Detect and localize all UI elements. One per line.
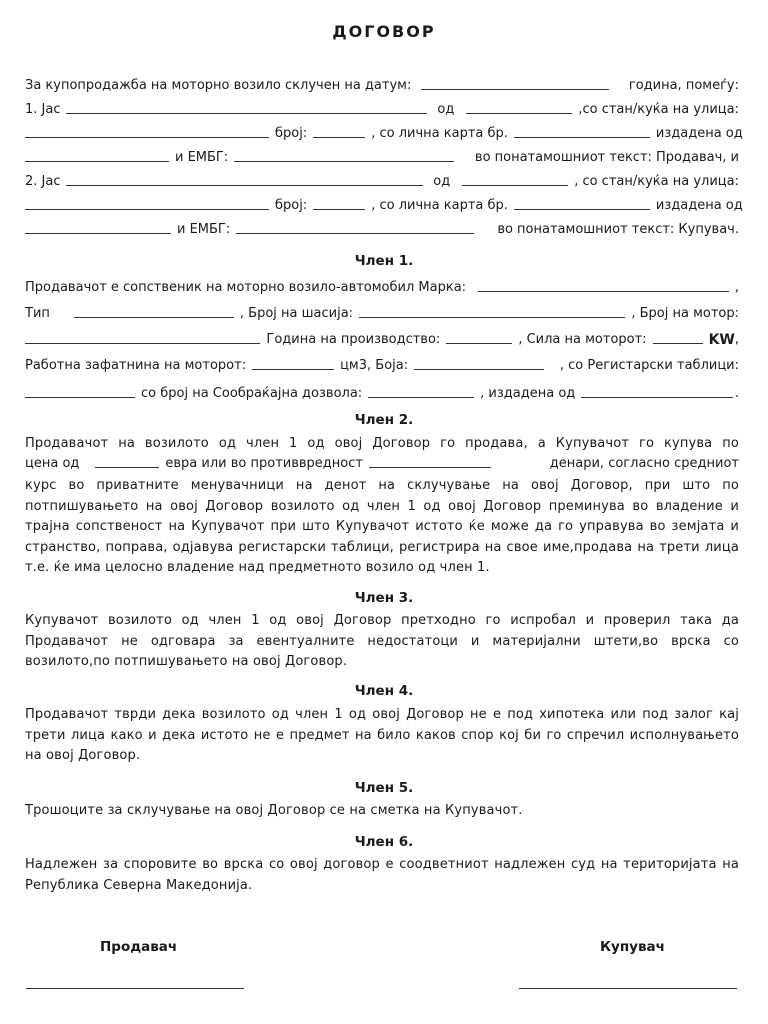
plates-label: , со Регистарски таблици: — [559, 358, 739, 373]
art1-line-2 — [25, 302, 739, 322]
art1-comma-2: , — [734, 332, 739, 347]
intro-date-line — [25, 74, 739, 94]
art1-line-4 — [25, 354, 739, 374]
article-4-heading: Член 4. — [354, 683, 414, 699]
kw-unit: KW — [708, 332, 735, 348]
seller-street-blank[interactable] — [25, 137, 269, 138]
article-5-heading: Член 5. — [354, 780, 414, 796]
seller-embg-label: и ЕМБГ: — [175, 150, 229, 165]
production-year-label: Година на производство: — [266, 332, 441, 347]
buyer-id-blank[interactable] — [514, 209, 650, 210]
buyer-street-blank[interactable] — [25, 209, 269, 210]
traffic-permit-label: со број на Сообраќајна дозвола: — [141, 386, 363, 401]
color-label: цм3, Боја: — [340, 358, 409, 373]
buyer-i-label: 2. Јас — [25, 174, 61, 189]
art2-body: курс во приватните менувачници на денот на склучување на овој Договор, при што по потпишувањето на овој Договор возилото од член 1 од овој Договор преминува во владение и трајна сопственост на Купувачот при што Купувачот истото ќе може да го управува во земјата и странство, поправа, одјавува регистарски таблици, регистрира на свое име,продава на трети лица т.е. ќе има целосно владение над предметното возило од член 1. — [25, 478, 739, 576]
price-eur-blank[interactable] — [95, 467, 159, 468]
seller-signature-label: Продавач — [100, 939, 178, 955]
plates-blank[interactable] — [25, 397, 135, 398]
art1-period: . — [734, 386, 739, 401]
buyer-signature-line[interactable] — [519, 988, 737, 989]
buyer-line-2 — [25, 194, 743, 214]
seller-number-blank[interactable] — [313, 137, 365, 138]
buyer-name-blank[interactable] — [66, 185, 423, 186]
intro-date-label: За купопродажба на моторно возило склучен на датум: — [25, 78, 412, 93]
color-blank[interactable] — [414, 369, 544, 370]
art5-body: Трошоците за склучување на овој Договор се на сметка на Купувачот. — [25, 803, 523, 818]
buyer-number-label: број: — [275, 198, 308, 213]
chassis-blank[interactable] — [359, 317, 625, 318]
vehicle-brand-blank[interactable] — [478, 291, 729, 292]
seller-from-label: од — [437, 102, 455, 117]
buyer-line-1 — [25, 170, 739, 190]
article-6-heading: Член 6. — [354, 834, 414, 850]
art2-line-1: Продавачот на возилото од член 1 од овој Договор го продава, а Купувачот го купува по — [25, 436, 739, 451]
price-label: цена од — [25, 456, 80, 471]
displacement-blank[interactable] — [252, 369, 334, 370]
mkd-label: денари, согласно средниот — [549, 456, 739, 471]
buyer-embg-label: и ЕМБГ: — [177, 222, 231, 237]
seller-city-blank[interactable] — [466, 113, 572, 114]
buyer-role-label: во понатамошниот текст: Купувач. — [497, 222, 739, 237]
art1-line-5 — [25, 382, 739, 402]
buyer-embg-blank[interactable] — [236, 233, 474, 234]
seller-line-3 — [25, 146, 739, 166]
seller-id-blank[interactable] — [514, 137, 650, 138]
seller-issuer-blank[interactable] — [25, 161, 169, 162]
buyer-line-3 — [25, 218, 739, 238]
seller-issued-label: издадена од — [655, 126, 743, 141]
buyer-from-label: од — [433, 174, 451, 189]
traffic-permit-blank[interactable] — [368, 397, 474, 398]
seller-id-label: , со лична карта бр. — [371, 126, 508, 141]
engine-power-label: , Сила на моторот: — [518, 332, 647, 347]
buyer-signature-label: Купувач — [600, 939, 665, 955]
art6-body: Надлежен за споровите во врска со овој договор е соодветниот надлежен суд на територијата на Република Северна Македонија. — [25, 857, 739, 893]
seller-line-1 — [25, 98, 739, 118]
buyer-street-label: , со стан/куќа на улица: — [574, 174, 739, 189]
seller-street-label: ,со стан/куќа на улица: — [578, 102, 739, 117]
engine-number-label: , Број на мотор: — [631, 306, 739, 321]
seller-embg-blank[interactable] — [234, 161, 454, 162]
document-title: ДОГОВОР — [332, 22, 436, 41]
engine-power-blank[interactable] — [653, 343, 703, 344]
article-1-heading: Член 1. — [354, 253, 414, 269]
art1-comma-1: , — [734, 280, 739, 295]
seller-signature-line[interactable] — [26, 988, 244, 989]
buyer-issued-label: издадена од — [655, 198, 743, 213]
seller-role-label: во понатамошниот текст: Продавач, и — [474, 150, 739, 165]
art1-line-1 — [25, 276, 739, 296]
art2-price-line — [25, 452, 739, 472]
seller-line-2 — [25, 122, 743, 142]
article-3-heading: Член 3. — [354, 590, 414, 606]
vehicle-type-blank[interactable] — [74, 317, 234, 318]
engine-number-blank[interactable] — [25, 343, 260, 344]
vehicle-brand-label: Продавачот е сопственик на моторно возило-автомобил Марка: — [25, 280, 467, 295]
chassis-label: , Број на шасија: — [239, 306, 354, 321]
art3-body: Купувачот возилото од член 1 од овој Договор претходно го испробал и проверил така да Продавачот не одговара за евентуалните недостатоци и материјални штети,во врска со возилото,по потпишувањето на овој Договор. — [25, 613, 739, 670]
art4-body: Продавачот тврди дека возилото од член 1 од овој Договор не е под хипотека или под залог кај трети лица како и дека истото не е предмет на било каков спор кој би го спречил исполнувањето на овој Договор. — [25, 707, 739, 764]
date-blank[interactable] — [421, 89, 609, 90]
price-mkd-blank[interactable] — [369, 467, 491, 468]
buyer-city-blank[interactable] — [462, 185, 568, 186]
seller-name-blank[interactable] — [66, 113, 427, 114]
permit-issued-label: , издадена од — [480, 386, 576, 401]
displacement-label: Работна зафатнина на моторот: — [25, 358, 247, 373]
art1-line-3 — [25, 328, 739, 348]
intro-year-label: година, помеѓу: — [628, 78, 739, 93]
eur-label: евра или во противвредност — [165, 456, 363, 471]
seller-number-label: број: — [275, 126, 308, 141]
buyer-id-label: , со лична карта бр. — [371, 198, 508, 213]
seller-i-label: 1. Јас — [25, 102, 61, 117]
vehicle-type-label: Тип — [25, 306, 50, 321]
permit-issuer-blank[interactable] — [581, 397, 733, 398]
buyer-number-blank[interactable] — [313, 209, 365, 210]
production-year-blank[interactable] — [446, 343, 512, 344]
article-2-heading: Член 2. — [354, 412, 414, 428]
buyer-issuer-blank[interactable] — [25, 233, 171, 234]
